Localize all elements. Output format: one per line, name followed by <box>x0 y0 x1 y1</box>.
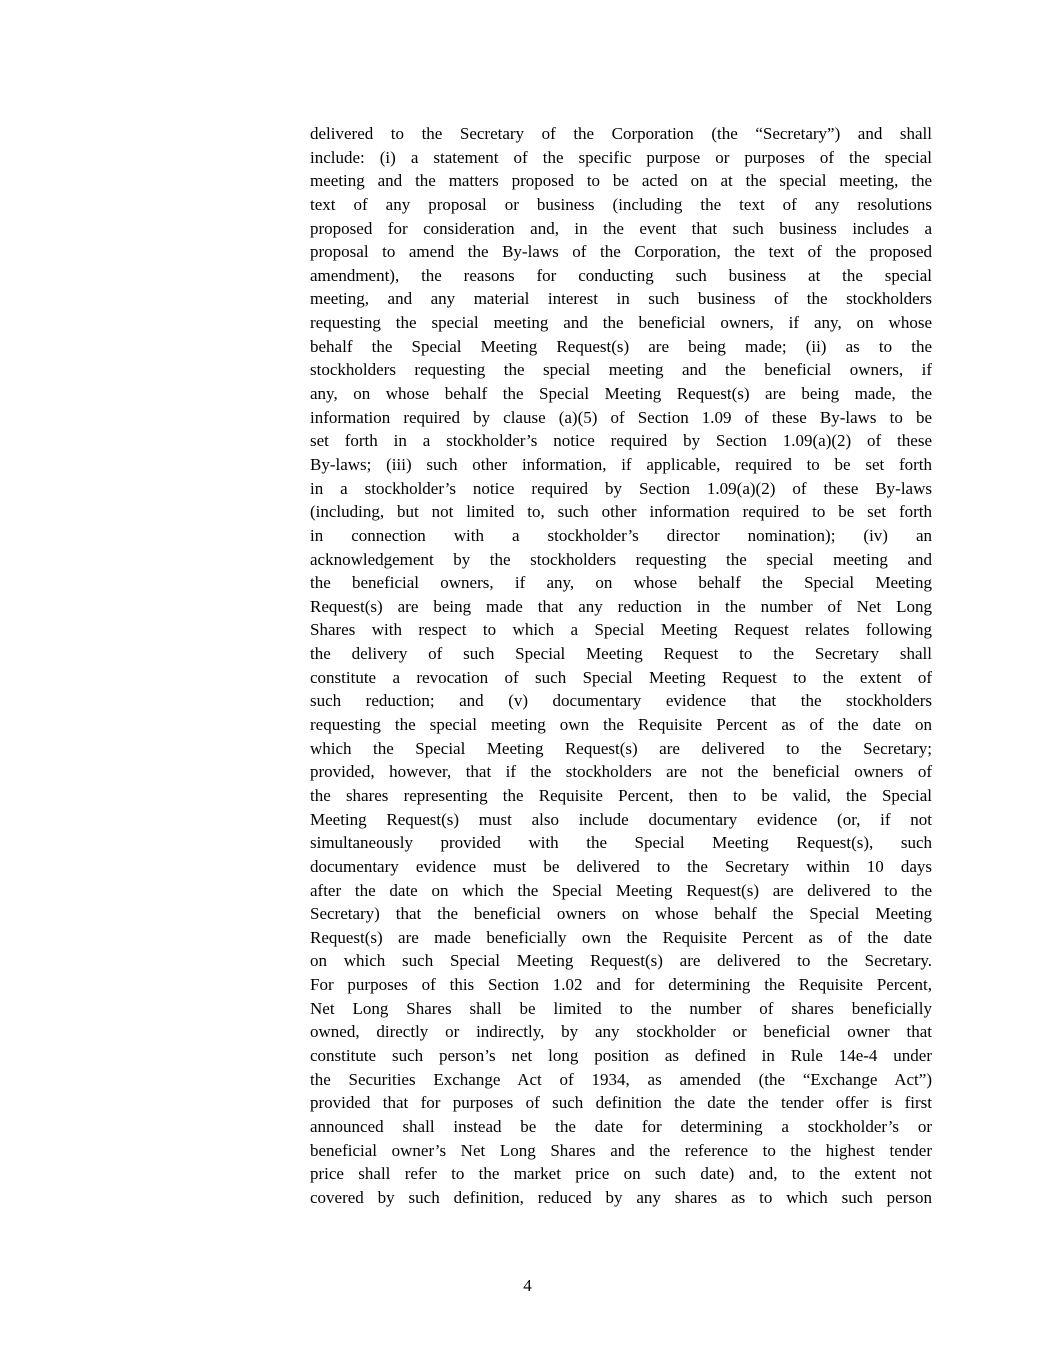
text-line: behalf the Special Meeting Request(s) are being made; (ii) as to the <box>310 336 932 356</box>
text-line: the beneficial owners, if any, on whose behalf the Special Meeting <box>310 573 932 593</box>
text-line: requesting the special meeting own the Requisite Percent as of the date on <box>310 715 932 735</box>
text-line: the Securities Exchange Act of 1934, as amended (the “Exchange Act”) <box>310 1069 932 1089</box>
body-text <box>310 122 932 1209</box>
text-line: in connection with a stockholder’s director nomination); (iv) an <box>310 525 932 545</box>
text-line: constitute a revocation of such Special Meeting Request to the extent of <box>310 667 932 687</box>
text-line: include: (i) a statement of the specific purpose or purposes of the special <box>310 147 932 167</box>
text-line: price shall refer to the market price on such date) and, to the extent not <box>310 1164 932 1184</box>
text-line: By-laws; (iii) such other information, if applicable, required to be set forth <box>310 454 932 474</box>
text-line: Net Long Shares shall be limited to the number of shares beneficially <box>310 998 932 1018</box>
text-line: which the Special Meeting Request(s) are delivered to the Secretary; <box>310 738 932 758</box>
text-line: such reduction; and (v) documentary evidence that the stockholders <box>310 691 932 711</box>
text-line: information required by clause (a)(5) of Section 1.09 of these By-laws to be <box>310 407 932 427</box>
text-line: Meeting Request(s) must also include documentary evidence (or, if not <box>310 809 932 829</box>
text-line: For purposes of this Section 1.02 and for determining the Requisite Percent, <box>310 975 932 995</box>
text-line: owned, directly or indirectly, by any stockholder or beneficial owner that <box>310 1022 932 1042</box>
text-line: stockholders requesting the special meeting and the beneficial owners, if <box>310 360 932 380</box>
text-line: simultaneously provided with the Special Meeting Request(s), such <box>310 833 932 853</box>
text-line: the delivery of such Special Meeting Request to the Secretary shall <box>310 644 932 664</box>
text-line: proposal to amend the By-laws of the Corporation, the text of the proposed <box>310 242 932 262</box>
text-line: acknowledgement by the stockholders requesting the special meeting and <box>310 549 932 569</box>
text-line: provided that for purposes of such definition the date the tender offer is first <box>310 1093 932 1113</box>
text-line: Request(s) are being made that any reduction in the number of Net Long <box>310 596 932 616</box>
text-line: set forth in a stockholder’s notice required by Section 1.09(a)(2) of these <box>310 431 932 451</box>
text-line: meeting, and any material interest in such business of the stockholders <box>310 289 932 309</box>
text-line: delivered to the Secretary of the Corporation (the “Secretary”) and shall <box>310 124 932 143</box>
text-line: covered by such definition, reduced by any shares as to which such person <box>310 1187 932 1207</box>
text-line: Shares with respect to which a Special Meeting Request relates following <box>310 620 932 640</box>
text-line: meeting and the matters proposed to be acted on at the special meeting, the <box>310 171 932 191</box>
text-line: on which such Special Meeting Request(s) are delivered to the Secretary. <box>310 951 932 971</box>
text-line: documentary evidence must be delivered to the Secretary within 10 days <box>310 856 932 876</box>
text-line: in a stockholder’s notice required by Section 1.09(a)(2) of these By-laws <box>310 478 932 498</box>
text-line: any, on whose behalf the Special Meeting Request(s) are being made, the <box>310 384 932 404</box>
text-line: provided, however, that if the stockholders are not the beneficial owners of <box>310 762 932 782</box>
page-number: 4 <box>523 1276 532 1295</box>
text-line: requesting the special meeting and the beneficial owners, if any, on whose <box>310 313 932 333</box>
text-line: text of any proposal or business (including the text of any resolutions <box>310 194 932 214</box>
text-line: announced shall instead be the date for determining a stockholder’s or <box>310 1116 932 1136</box>
text-line: Request(s) are made beneficially own the Requisite Percent as of the date <box>310 927 932 947</box>
text-line: Secretary) that the beneficial owners on whose behalf the Special Meeting <box>310 904 932 924</box>
text-line: (including, but not limited to, such other information required to be set forth <box>310 502 932 522</box>
text-line: constitute such person’s net long position as defined in Rule 14e-4 under <box>310 1045 932 1065</box>
text-line: amendment), the reasons for conducting such business at the special <box>310 265 932 285</box>
text-line: after the date on which the Special Meeting Request(s) are delivered to the <box>310 880 932 900</box>
text-line: beneficial owner’s Net Long Shares and the reference to the highest tender <box>310 1140 932 1160</box>
text-line: proposed for consideration and, in the event that such business includes a <box>310 218 932 238</box>
text-line: the shares representing the Requisite Percent, then to be valid, the Special <box>310 785 932 805</box>
